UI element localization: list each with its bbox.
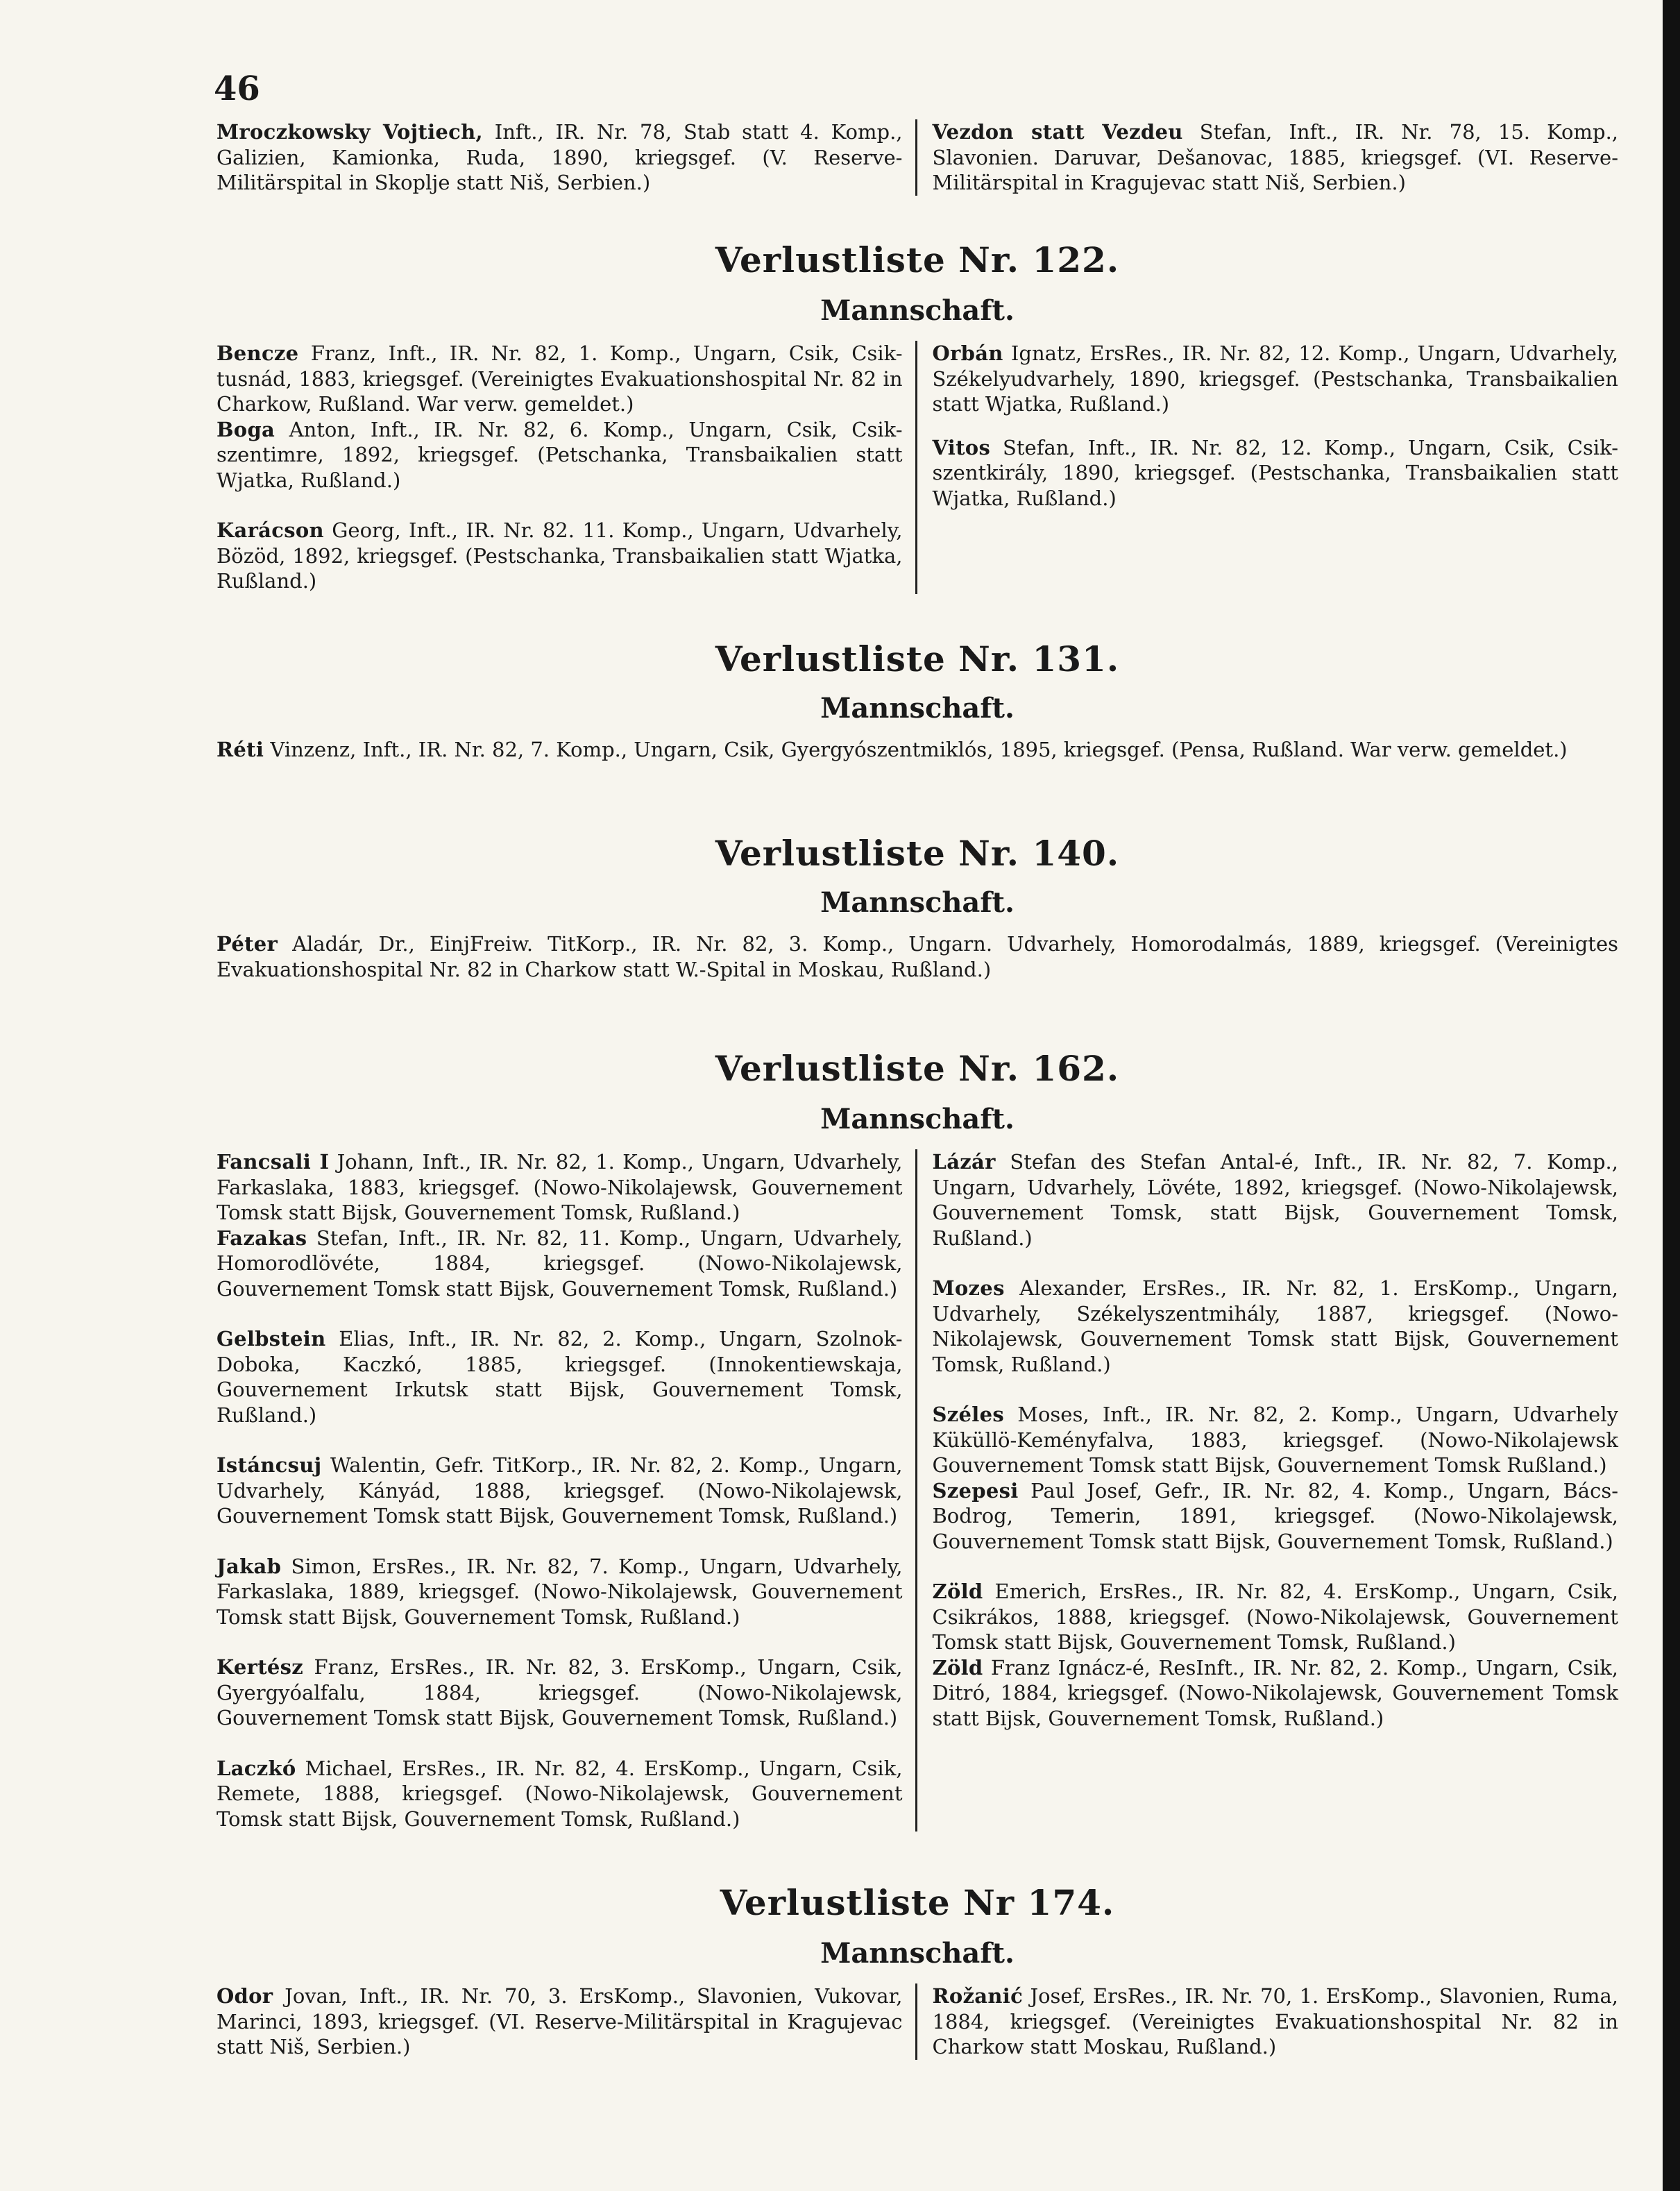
section-140 — [217, 833, 1618, 982]
entry: Széles Moses, Inft., IR. Nr. 82, 2. Komp., Ungarn, Udvarhely Küküllö-Keményfalva, 1883, kriegsgef. (Nowo-Nikolajewsk Gouvernement Tomsk statt Bijsk, Gouvernement Tomsk Rußland.) — [932, 1403, 1619, 1477]
section-subtitle: Mannschaft. — [820, 1937, 1015, 1970]
left-column — [217, 1149, 917, 1832]
entry: Istáncsuj Walentin, Gefr. TitKorp., IR. Nr. 82, 2. Komp., Ungarn, Udvarhely, Kányád, 1888, kriegsgef. (Nowo-Nikolajewsk, Gouvernement Tomsk statt Bijsk, Gouvernement Tomsk, Rußland.) — [217, 1453, 903, 1528]
section-174 — [217, 1882, 1618, 2060]
section-122 — [217, 239, 1618, 594]
entry: Réti Vinzenz, Inft., IR. Nr. 82, 7. Komp., Ungarn, Csik, Gyergyószentmiklós, 1895, kriegsgef. (Pensa, Rußland. War verw. gemeldet.) — [217, 738, 1568, 761]
entry: Lázár Stefan des Stefan Antal-é, Inft., IR. Nr. 82, 7. Komp., Ungarn, Udvarhely, Lövéte, 1892, kriegsgef. (Nowo-Nikolajewsk, Gouvernement Tomsk, statt Bijsk, Gouvernement Tomsk, Rußland.) — [932, 1150, 1618, 1250]
right-column — [917, 1983, 1619, 2060]
entry: Odor Jovan, Inft., IR. Nr. 70, 3. ErsKomp., Slavonien, Vukovar, Marinci, 1893, kriegsgef. (VI. Reserve-Militärspital in Kragujevac statt Niš, Serbien.) — [217, 1984, 903, 2058]
entry: Jakab Simon, ErsRes., IR. Nr. 82, 7. Komp., Ungarn, Udvarhely, Farkaslaka, 1889, kriegsgef. (Nowo-Nikolajewsk, Gouvernement Tomsk statt Bijsk, Gouvernement Tomsk, Rußland.) — [217, 1554, 903, 1629]
entry: Vitos Stefan, Inft., IR. Nr. 82, 12. Komp., Ungarn, Csik, Csik-szentkirály, 1890, kriegsgef. (Pestschanka, Transbaikalien statt Wjatka, Rußland.) — [932, 435, 1619, 510]
entry: Bencze Franz, Inft., IR. Nr. 82, 1. Komp., Ungarn, Csik, Csik-tusnád, 1883, kriegsgef. (Vereinigtes Evakuationshospital Nr. 82 in Charkow, Rußland. War verw. gemeldet.) — [217, 341, 903, 416]
entry: Orbán Ignatz, ErsRes., IR. Nr. 82, 12. Komp., Ungarn, Udvarhely, Székelyudvarhely, 1890, kriegsgef. (Pestschanka, Transbaikalien statt Wjatka, Rußland.) — [932, 341, 1618, 416]
section-title: Verlustliste Nr. 131. — [715, 638, 1120, 679]
entry: Szepesi Paul Josef, Gefr., IR. Nr. 82, 4. Komp., Ungarn, Bács-Bodrog, Temerin, 1891, kriegsgef. (Nowo-Nikolajewsk, Gouvernement Tomsk statt Bijsk, Gouvernement Tomsk, Rußland.) — [932, 1478, 1619, 1553]
section-162 — [217, 1048, 1618, 1832]
left-column — [217, 341, 917, 594]
right-column — [917, 1149, 1619, 1832]
entry: Mroczkowsky Vojtiech, Inft., IR. Nr. 78, Stab statt 4. Komp., Galizien, Kamionka, Ruda, 1890, kriegsgef. (V. Reserve-Militärspital in Skoplje statt Niš, Serbien.) — [217, 120, 903, 194]
entry: Rožanić Josef, ErsRes., IR. Nr. 70, 1. ErsKomp., Slavonien, Ruma, 1884, kriegsgef. (Vereinigtes Evakuationshospital Nr. 82 in Charkow statt Moskau, Rußland.) — [932, 1984, 1619, 2058]
top-left-column — [217, 119, 917, 196]
section-subtitle: Mannschaft. — [820, 692, 1015, 725]
left-column — [217, 1983, 917, 2060]
section-title: Verlustliste Nr 174. — [720, 1882, 1115, 1923]
top-right-column — [917, 119, 1619, 196]
section-title: Verlustliste Nr. 140. — [715, 833, 1120, 874]
section-subtitle: Mannschaft. — [820, 886, 1015, 919]
section-131 — [217, 638, 1618, 763]
right-column — [917, 341, 1619, 594]
section-subtitle: Mannschaft. — [820, 294, 1015, 327]
top-block — [217, 119, 1618, 196]
section-title: Verlustliste Nr. 162. — [715, 1048, 1120, 1089]
entry: Péter Aladár, Dr., EinjFreiw. TitKorp., IR. Nr. 82, 3. Komp., Ungarn. Udvarhely, Homorodalmás, 1889, kriegsgef. (Vereinigtes Evakuationshospital Nr. 82 in Charkow statt W.-Spital in Moskau, Rußland.) — [217, 932, 1619, 981]
entry: Fancsali I Johann, Inft., IR. Nr. 82, 1. Komp., Ungarn, Udvarhely, Farkaslaka, 1883, kriegsgef. (Nowo-Nikolajewsk, Gouvernement Tomsk statt Bijsk, Gouvernement Tomsk, Rußland.) — [217, 1150, 903, 1224]
entry: Karácson Georg, Inft., IR. Nr. 82. 11. Komp., Ungarn, Udvarhely, Bözöd, 1892, kriegsgef. (Pestschanka, Transbaikalien statt Wjatka, Rußland.) — [217, 518, 903, 593]
entry: Vezdon statt Vezdeu Stefan, Inft., IR. Nr. 78, 15. Komp., Slavonien. Daruvar, Dešanovac, 1885, kriegsgef. (VI. Reserve-Militärspital in Kragujevac statt Niš, Serbien.) — [932, 120, 1619, 194]
entry: Mozes Alexander, ErsRes., IR. Nr. 82, 1. ErsKomp., Ungarn, Udvarhely, Székelyszentmihály, 1887, kriegsgef. (Nowo-Nikolajewsk, Gouvernement Tomsk statt Bijsk, Gouvernement Tomsk, Rußland.) — [932, 1276, 1619, 1376]
section-title: Verlustliste Nr. 122. — [715, 239, 1120, 280]
entry: Zöld Emerich, ErsRes., IR. Nr. 82, 4. ErsKomp., Ungarn, Csik, Csikrákos, 1888, kriegsgef. (Nowo-Nikolajewsk, Gouvernement Tomsk statt Bijsk, Gouvernement Tomsk, Rußland.) — [932, 1580, 1619, 1654]
page-edge — [1663, 0, 1680, 2191]
section-subtitle: Mannschaft. — [820, 1103, 1015, 1135]
entry: Fazakas Stefan, Inft., IR. Nr. 82, 11. Komp., Ungarn, Udvarhely, Homorodlövéte, 1884, kriegsgef. (Nowo-Nikolajewsk, Gouvernement Tomsk statt Bijsk, Gouvernement Tomsk, Rußland.) — [217, 1226, 903, 1301]
entry: Zöld Franz Ignácz-é, ResInft., IR. Nr. 82, 2. Komp., Ungarn, Csik, Ditró, 1884, kriegsgef. (Nowo-Nikolajewsk, Gouvernement Tomsk statt Bijsk, Gouvernement Tomsk, Rußland.) — [932, 1655, 1619, 1730]
entry: Kertész Franz, ErsRes., IR. Nr. 82, 3. ErsKomp., Ungarn, Csik, Gyergyóalfalu, 1884, kriegsgef. (Nowo-Nikolajewsk, Gouvernement Tomsk statt Bijsk, Gouvernement Tomsk, Rußland.) — [217, 1655, 903, 1729]
entry: Laczkó Michael, ErsRes., IR. Nr. 82, 4. ErsKomp., Ungarn, Csik, Remete, 1888, kriegsgef. (Nowo-Nikolajewsk, Gouvernement Tomsk statt Bijsk, Gouvernement Tomsk, Rußland.) — [217, 1756, 903, 1831]
page-number: 46 — [214, 69, 260, 108]
entry: Boga Anton, Inft., IR. Nr. 82, 6. Komp., Ungarn, Csik, Csik-szentimre, 1892, kriegsgef. (Petschanka, Transbaikalien statt Wjatka, Rußland.) — [217, 417, 903, 492]
entry: Gelbstein Elias, Inft., IR. Nr. 82, 2. Komp., Ungarn, Szolnok-Doboka, Kaczkó, 1885, kriegsgef. (Innokentiewskaja, Gouvernement Irkutsk statt Bijsk, Gouvernement Tomsk, Rußland.) — [217, 1327, 903, 1427]
